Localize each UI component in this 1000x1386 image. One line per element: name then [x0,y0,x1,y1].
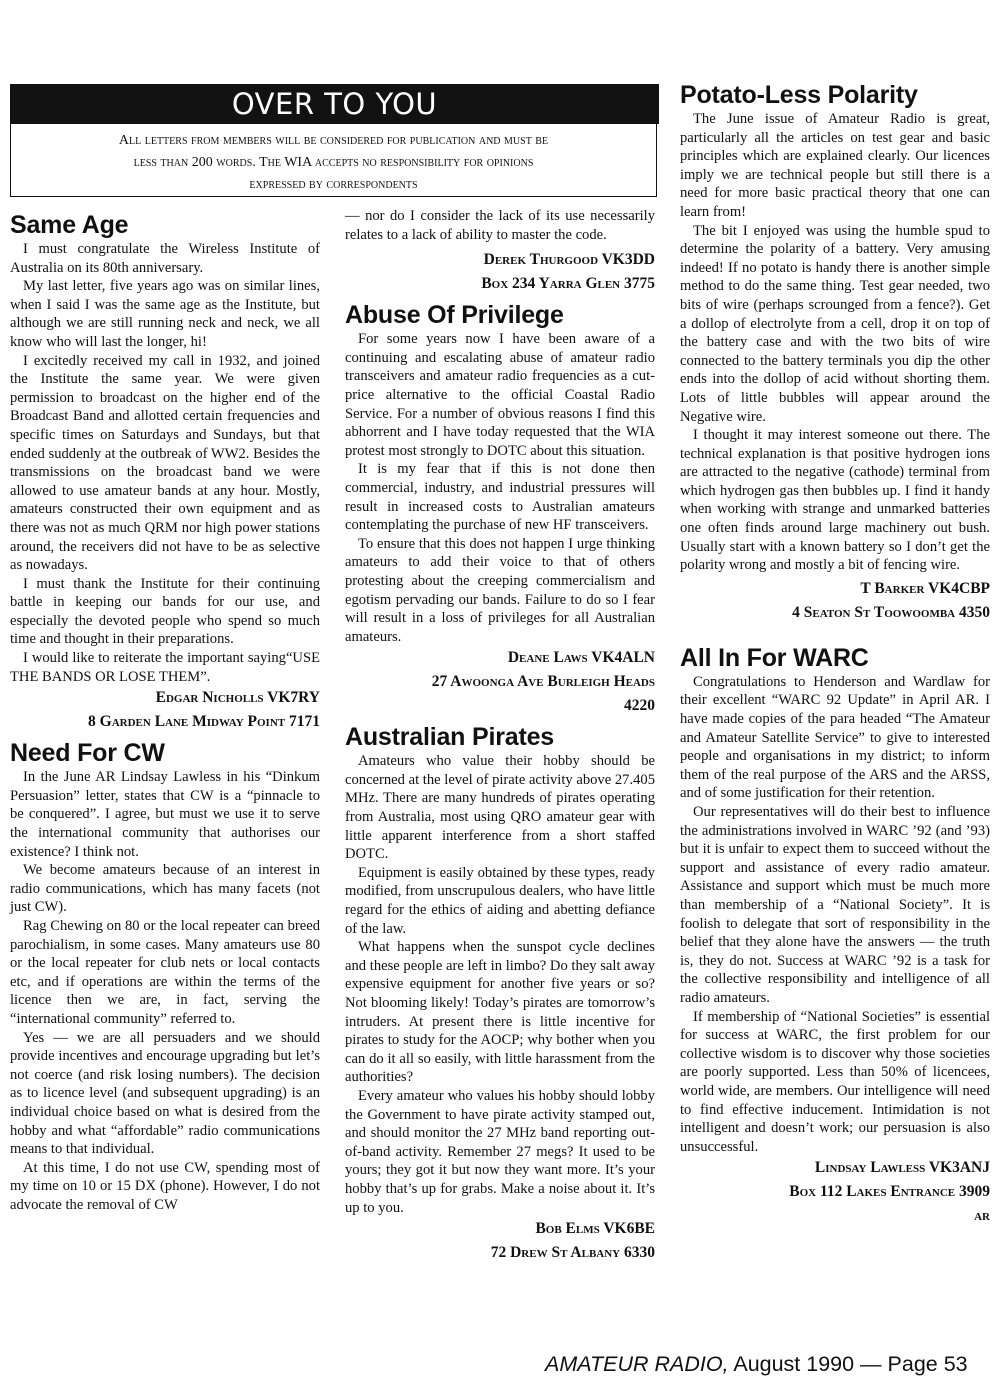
signature-postcode: 4220 [624,697,655,715]
signature-address: 27 Awoonga Ave Burleigh Heads [431,673,655,691]
letter-title: Abuse Of Privilege [345,301,564,330]
paragraph: Our representatives will do their best to influence the administrations involved in WARC ’92 (and ’93) but it is unfair to expect them to succeed without the support and assistance of every radio amateur. Assistance and support which must be much more than membership of a “National Society”. It is foolish to delegate that sort of responsibility in the belief that they alone have the answers — the truth is, they do not. Success at WARC ’92 is a task for the collective responsibility and intelligence of all radio amateurs. [680,804,990,1006]
magazine-name: AMATEUR RADIO, [545,1352,729,1376]
paragraph: In the June AR Lindsay Lawless in his “Dinkum Persuasion” letter, states that CW is a “pinnacle to be conquered”. I agree, but must we use it to serve the international community that authorises our existence? I think not. [10,769,320,860]
paragraph: The June issue of Amateur Radio is great, particularly all the articles on test gear and basic principles which are explained clearly. Our licences imply we are technical people but still there is a need for more basic practical theory that one can learn from! [680,111,990,220]
paragraph: Rag Chewing on 80 or the local repeater can breed parochialism, in some cases. Many amateurs use 80 or the local repeater for club nets or local contacts etc, and if operations are within the terms of the licence then we are, in fact, serving the “international community” referred to. [10,918,320,1027]
letter-title: Same Age [10,211,129,239]
page-footer [545,1351,968,1377]
paragraph: I would like to reiterate the important saying“USE THE BANDS OR LOSE THEM”. [10,650,320,685]
issue-info: August 1990 — Page 53 [728,1352,968,1376]
editorial-notice [10,124,657,197]
column-2 [345,207,655,1265]
letter-title: Potato-Less Polarity [680,81,918,109]
paragraph: For some years now I have been aware of a continuing and escalating abuse of amateur radio transceivers and amateur radio frequencies as a cut-price alternative to the official Coastal Radio Service. For a number of obvious reasons I find this abhorrent and I have today requested that the WIA protest most strongly to DOTC about this situation. [345,331,655,459]
paragraph: My last letter, five years ago was on similar lines, when I said I was the same age as the Institute, but although we are still running neck and neck, we all know who will last the longer, hi! [10,278,320,350]
signature-name: Derek Thurgood VK3DD [483,251,655,269]
paragraph: At this time, I do not use CW, spending most of my time on 10 or 15 DX (phone). However, I do not advocate the removal of CW [10,1159,320,1213]
notice-line: All letters from members will be considered for publication and must be [118,133,549,148]
paragraph: I excitedly received my call in 1932, and joined the Institute the same year. We were given permission to broadcast on the higher end of the Broadcast Band and allotted certain frequencies and specific times on Saturdays and Sundays, but that ended suddenly at the outbreak of WW2. Besides the transmissions on the broadcast band we were allowed to use amateur bands at any hour. Mostly, amateurs constructed their own equipment and as there was not as much QRM nor high power stations around, the receivers did not have to be as selective as nowadays. [10,352,320,574]
letter-title: Australian Pirates [345,723,554,752]
paragraph: Congratulations to Henderson and Wardlaw for their excellent “WARC 92 Update” in April AR. I have made copies of the para headed “The Amateur and Amateur Satellite Service” to give to interested people and organisations in my district; to inform them of the real purpose of the ARS and the ARSS, and of some justification for their retention. [680,673,990,802]
paragraph: To ensure that this does not happen I urge thinking amateurs to add their voice to that of others protesting about the creeping commercialism and egotism pervading our bands. Failure to do so I fear will result in a loss of privileges for all Australian amateurs. [345,535,655,645]
signature-address: 8 Garden Lane Midway Point 7171 [88,713,320,731]
signature-name: Edgar Nicholls VK7RY [155,689,320,707]
paragraph: The bit I enjoyed was using the humble spud to determine the polarity of a battery. Very amusing indeed! If no potato is handy there is another simple method to do the same thing. Test gear needed, two bits of wire (perhaps scrounged from a fence?). Get a dollop of electrolyte from a cell, drop it on top of the battery case and with the two bits of wire connected to the battery terminals you dip the other ends into the dollop of acid without shorting them. Lots of little bubbles will appear around the Negative wire. [680,222,990,425]
column-3 [680,80,990,1228]
signature-address: 72 Drew St Albany 6330 [490,1244,655,1262]
section-title: OVER TO YOU [231,87,438,121]
paragraph: If membership of “National Societies” is essential for success at WARC, the first problem for our collective wisdom is to discover why those societies are poorly supported. Less than 50% of licencees, world wide, are members. Our intelligence will need to find effective inducement. Intimidation is not intelligent and doesn’t work; our persuasion is also unsuccessful. [680,1008,990,1155]
letter-title: Need For CW [10,739,165,768]
signature-name: Deane Laws VK4ALN [507,649,655,667]
signature-address: Box 234 Yarra Glen 3775 [481,275,655,293]
paragraph: Every amateur who values his hobby should lobby the Government to have pirate activity stamped out, and should monitor the 27 MHz band reporting out-of-band activity. Remember 27 megs? It used to be yours; they got it but now they want more. It’s your hobby that’s up for grabs. Make a noise about it. It’s up to you. [345,1087,655,1216]
paragraph: Amateurs who value their hobby should be concerned at the level of pirate activity above 27.405 MHz. There are many hundreds of pirates operating from Australia, most using QRO amateur gear with little apparent interference from a short staffed DOTC. [345,753,655,863]
end-mark: ar [974,1207,990,1225]
section-banner [10,84,659,124]
paragraph: — nor do I consider the lack of its use necessarily relates to a lack of ability to master the code. [345,208,655,243]
signature-name: Lindsay Lawless VK3ANJ [814,1159,990,1177]
paragraph: We become amateurs because of an interest in radio communications, which has many facets (not just CW). [10,862,320,916]
signature-address: 4 Seaton St Toowoomba 4350 [792,603,990,621]
column-1 [10,210,320,1215]
paragraph: I must congratulate the Wireless Institute of Australia on its 80th anniversary. [10,241,320,276]
notice-line: less than 200 words. The WIA accepts no responsibility for opinions [133,155,534,170]
paragraph: I must thank the Institute for their continuing battle in keeping our bands for our use, and especially the devoted people who spend so much time and thought in their preparations. [10,575,320,648]
paragraph: Yes — we are all persuaders and we should provide incentives and encourage upgrading but let’s not coerce (and risk losing numbers). The decision as to licence level (and subsequent upgrading) is an individual choice based on what is desired from the hobby and what “affordable” radio communications means to that individual. [10,1029,320,1158]
signature-name: Bob Elms VK6BE [535,1220,655,1238]
paragraph: What happens when the sunspot cycle declines and these people are left in limbo? Do they salt away expensive equipment for another five years or so? Not blooming likely! Today’s pirates are tomorrow’s intruders. At present there is little incentive for pirates to study for the AOCP; why bother when you can do it all so easily, with little harassment from the authorities? [345,939,655,1086]
paragraph: Equipment is easily obtained by these types, ready modified, from unscrupulous dealers, who have little regard for the ethics of aiding and abetting defiance of the law. [345,864,655,937]
signature-address: Box 112 Lakes Entrance 3909 [789,1183,990,1201]
signature-name: T Barker VK4CBP [860,579,990,597]
notice-line: expressed by correspondents [249,177,418,192]
letter-title: All In For WARC [680,643,869,672]
paragraph: I thought it may interest someone out there. The technical explanation is that positive hydrogen ions are attracted to the negative (cathode) terminal from which hydrogen gas then bubbles up. I find it handy when working with strange and unmarked batteries one often finds around large machinery out bush. Usually start with a known battery so I don’t get the polarity wrong and mostly a bit of fencing wire. [680,427,990,574]
paragraph: It is my fear that if this is not done then commercial, industry, and industrial pressures will result in increased costs to Australian amateurs contemplating the purchase of new HF transceivers. [345,461,655,534]
